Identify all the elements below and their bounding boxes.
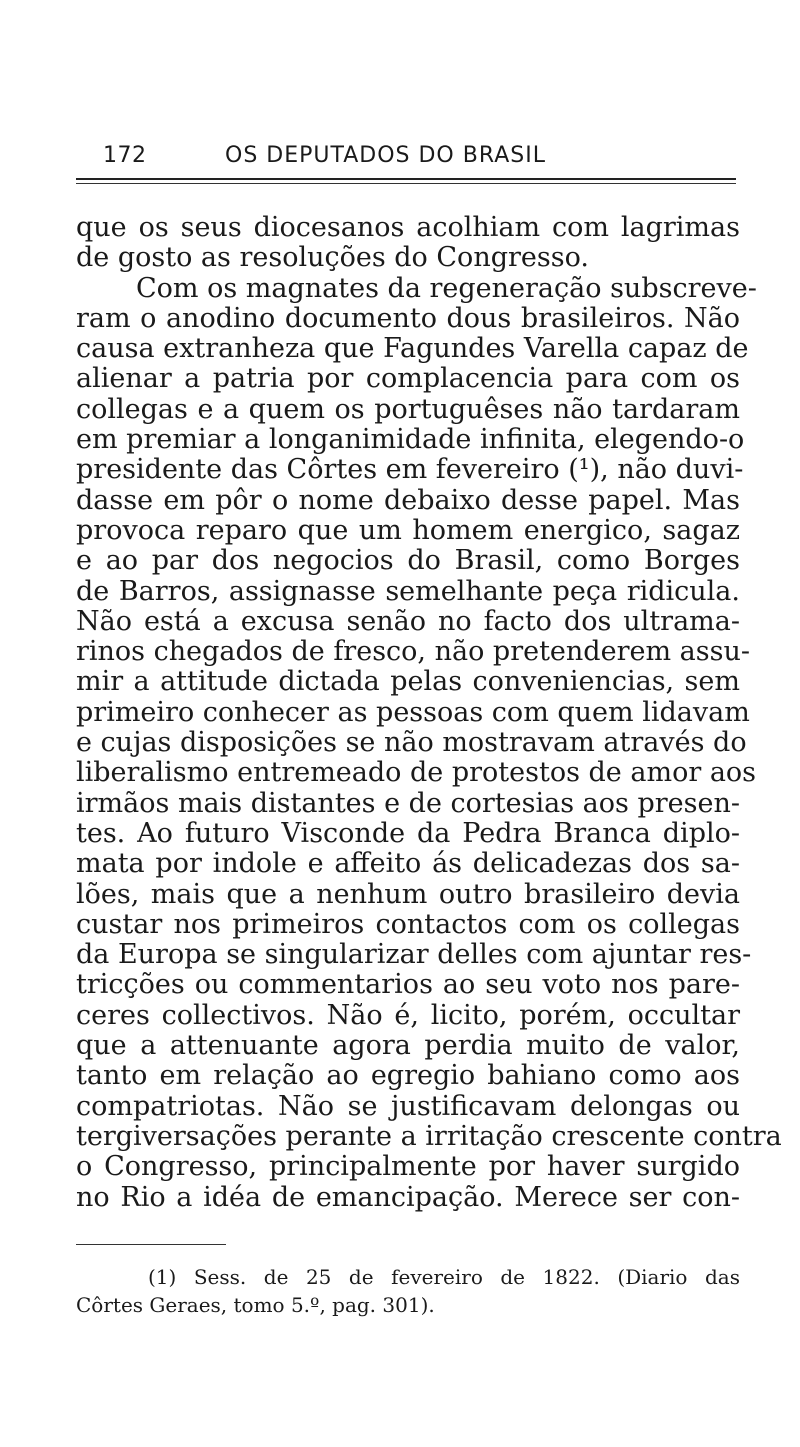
- body-line: irmãos mais distantes e de cortesias aos presen-: [76, 787, 740, 819]
- body-line: primeiro conhecer as pessoas com quem lidavam: [76, 696, 750, 728]
- body-line: da Europa se singularizar delles com ajuntar res-: [76, 939, 752, 971]
- body-line: alienar a patria por complacencia para com os: [76, 363, 740, 395]
- body-line: ram o anodino documento dous brasileiros. Não: [76, 302, 740, 334]
- running-header: [103, 143, 703, 177]
- body-line: tanto em relação ao egregio bahiano como aos: [76, 1060, 740, 1092]
- header-rule-thin: [76, 183, 736, 184]
- body-line: de Barros, assignasse semelhante peça ridicula.: [76, 575, 740, 607]
- body-line: no Rio a idéa de emancipação. Merece ser con-: [76, 1181, 740, 1213]
- body-line: o Congresso, principalmente por haver surgido: [76, 1151, 740, 1183]
- body-line: tricções ou commentarios ao seu voto nos pare-: [76, 969, 740, 1001]
- body-line: tergiversações perante a irritação crescente contra: [76, 1120, 782, 1152]
- running-title: OS DEPUTADOS DO BRASIL: [225, 143, 546, 168]
- footnote-line: Côrtes Geraes, tomo 5.º, pag. 301).: [76, 1293, 435, 1317]
- page-number: 172: [103, 143, 147, 168]
- body-line: liberalismo entremeado de protestos de amor aos: [76, 757, 757, 789]
- body-text: [76, 212, 782, 1213]
- body-line: tes. Ao futuro Visconde da Pedra Branca diplo-: [76, 817, 740, 849]
- body-line: que os seus diocesanos acolhiam com lagrimas: [76, 212, 740, 243]
- header-rule-thick: [76, 178, 736, 180]
- body-line: e cujas disposições se não mostravam através do: [76, 727, 747, 759]
- body-line: custar nos primeiros contactos com os collegas: [76, 908, 740, 940]
- body-line: rinos chegados de fresco, não pretenderem assu-: [76, 636, 750, 668]
- body-line: presidente das Côrtes em fevereiro (¹), não duvi-: [76, 454, 744, 486]
- footnote-rule: [76, 1244, 226, 1245]
- body-line: compatriotas. Não se justificavam delongas ou: [76, 1090, 740, 1122]
- body-line: em premiar a longanimidade infinita, elegendo-o: [76, 424, 745, 456]
- body-line: dasse em pôr o nome debaixo desse papel. Mas: [76, 484, 740, 516]
- body-line: de gosto as resoluções do Congresso.: [76, 242, 589, 274]
- body-line: e ao par dos negocios do Brasil, como Borges: [76, 545, 740, 577]
- body-line: collegas e a quem os portuguêses não tardaram: [76, 393, 740, 425]
- body-line: causa extranheza que Fagundes Varella capaz de: [76, 333, 749, 365]
- body-line: Não está a excusa senão no facto dos ultrama-: [76, 605, 740, 637]
- footnote-line: (1) Sess. de 25 de fevereiro de 1822. (Diario das: [148, 1265, 740, 1289]
- body-line: lões, mais que a nenhum outro brasileiro devia: [76, 878, 740, 910]
- body-line: Com os magnates da regeneração subscreve-: [136, 272, 757, 304]
- body-line: ceres collectivos. Não é, licito, porém, occultar: [76, 999, 740, 1031]
- body-line: que a attenuante agora perdia muito de valor,: [76, 1030, 740, 1062]
- body-line: mata por indole e affeito ás delicadezas dos sa-: [76, 848, 740, 880]
- body-line: mir a attitude dictada pelas conveniencias, sem: [76, 666, 740, 698]
- footnote: [76, 1263, 740, 1319]
- body-line: provoca reparo que um homem energico, sagaz: [76, 514, 740, 546]
